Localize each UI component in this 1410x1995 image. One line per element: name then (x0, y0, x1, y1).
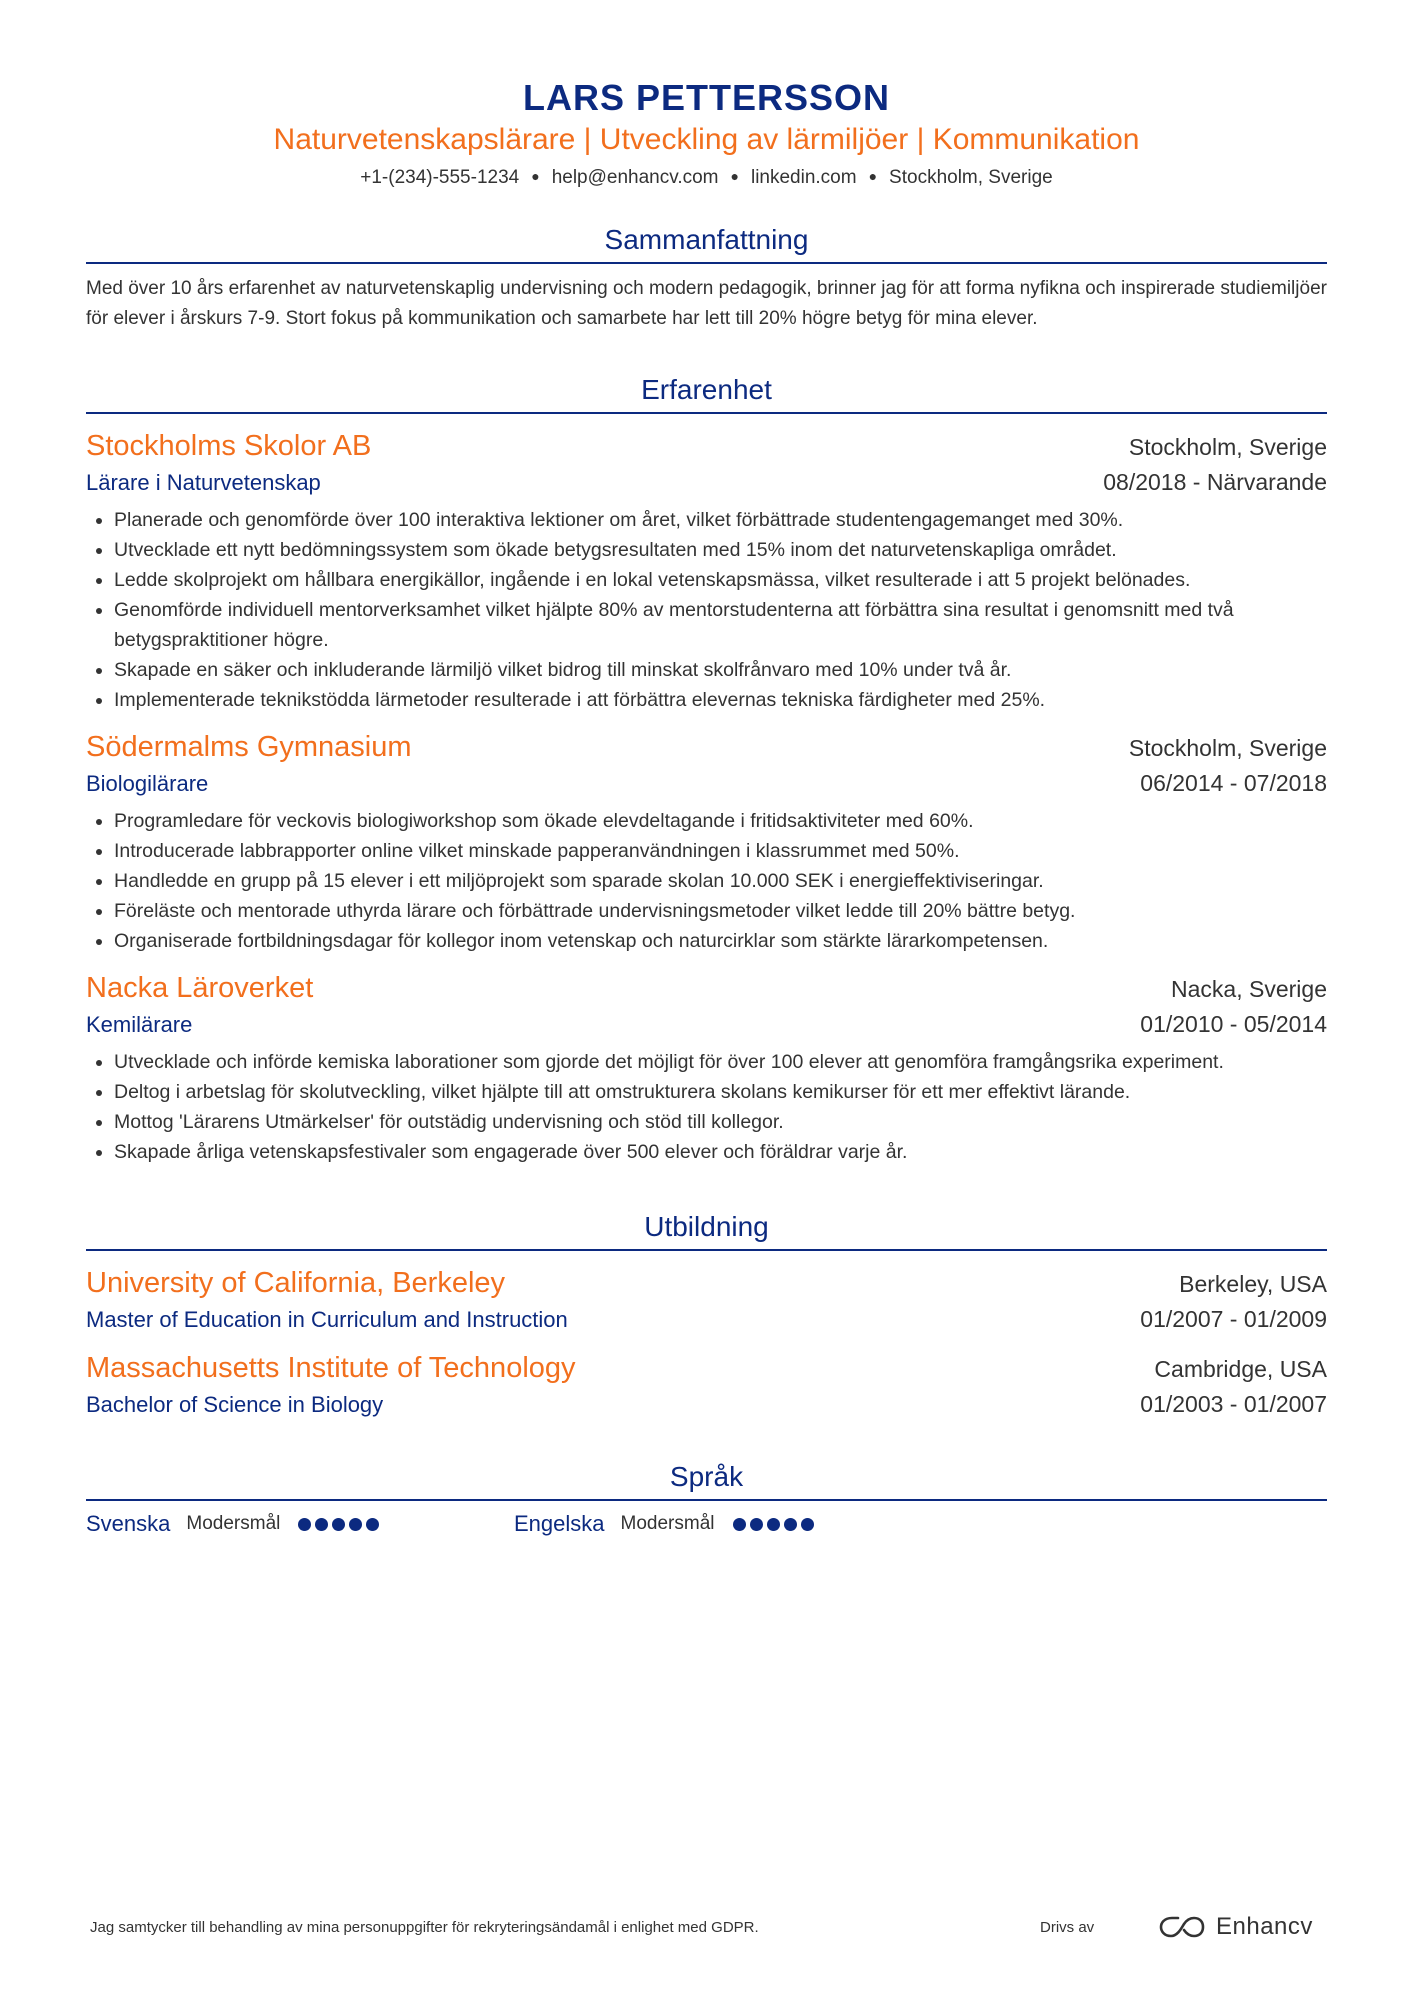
rating-dot-icon (298, 1518, 311, 1531)
degree: Bachelor of Science in Biology (86, 1392, 384, 1417)
education-dates: 01/2003 - 01/2007 (1140, 1391, 1327, 1417)
rating-dot-icon (349, 1518, 362, 1531)
school-location: Berkeley, USA (1179, 1271, 1327, 1297)
language-rating (298, 1518, 379, 1531)
section-title-summary: Sammanfattning (86, 220, 1327, 264)
experience-section (86, 370, 1327, 1167)
brand-logo[interactable] (1158, 1913, 1313, 1941)
brand-name: Enhancv (1216, 1913, 1313, 1940)
job-role: Lärare i Naturvetenskap (86, 470, 321, 495)
bullet-item: • Genomförde individuell mentorverksamhet vilket hjälpte 80% av mentorstudenterna att förbättra sina resultat i genomsnitt med två betygspraktitioner högre. (114, 595, 1327, 655)
bullet-item: • Utvecklade och införde kemiska laborationer som gjorde det möjligt för över 100 elever att genomföra framgångsrika experiment. (114, 1047, 1327, 1077)
rating-dot-icon (750, 1518, 763, 1531)
education-section (86, 1207, 1327, 1421)
rating-dot-icon (784, 1518, 797, 1531)
job-role: Biologilärare (86, 771, 209, 796)
location: Stockholm, Sverige (889, 167, 1053, 188)
rating-dot-icon (315, 1518, 328, 1531)
job-bullets (86, 806, 1327, 956)
language-level: Modersmål (620, 1513, 715, 1534)
summary-text: Med över 10 års erfarenhet av naturvetenskaplig undervisning och modern pedagogik, brinner jag för att forma nyfikna och inspirerade studiemiljöer för elever i årskurs 7-9. Stort fokus på kommunikation och samarbete har lett till 20% högre betyg för mina elever. (86, 278, 1327, 329)
job-dates: 08/2018 - Närvarande (1103, 469, 1327, 495)
experience-entry (86, 426, 1327, 715)
language-rating (733, 1518, 814, 1531)
experience-entry (86, 727, 1327, 956)
degree: Master of Education in Curriculum and Instruction (86, 1307, 568, 1332)
powered-by-label: Drivs av (1040, 1919, 1095, 1936)
page-footer (90, 1913, 1330, 1953)
company-name: Stockholms Skolor AB (86, 430, 372, 462)
language-name: Svenska (86, 1511, 171, 1536)
bullet-item: • Programledare för veckovis biologiworkshop som ökade elevdeltagande i fritidsaktiviteter med 60%. (114, 806, 1327, 836)
school-name: Massachusetts Institute of Technology (86, 1352, 576, 1384)
bullet-item: • Mottog 'Lärarens Utmärkelser' för outstädig undervisning och stöd till kollegor. (114, 1107, 1327, 1137)
phone[interactable]: +1-(234)-555-1234 (360, 167, 520, 188)
resume-content (86, 76, 1327, 1537)
school-location: Cambridge, USA (1154, 1356, 1327, 1382)
bullet-item: • Skapade årliga vetenskapsfestivaler som engagerade över 500 elever och föräldrar varje år. (114, 1137, 1327, 1167)
candidate-name: LARS PETTERSSON (522, 77, 891, 118)
separator-dot: ● (730, 168, 739, 184)
section-title-education: Utbildning (86, 1207, 1327, 1251)
gdpr-consent: Jag samtycker till behandling av mina personuppgifter för rekryteringsändamål i enlighet med GDPR. (90, 1919, 759, 1936)
rating-dot-icon (733, 1518, 746, 1531)
bullet-item: • Skapade en säker och inkluderande lärmiljö vilket bidrog till minskat skolfrånvaro med 10% under två år. (114, 655, 1327, 685)
job-dates: 01/2010 - 05/2014 (1140, 1011, 1327, 1037)
experience-entry (86, 968, 1327, 1167)
bullet-item: • Organiserade fortbildningsdagar för kollegor inom vetenskap och naturcirklar som stärkte lärarkompetensen. (114, 926, 1327, 956)
rating-dot-icon (332, 1518, 345, 1531)
language-name: Engelska (514, 1511, 605, 1536)
enhancv-logo-icon (1158, 1914, 1206, 1940)
language-item (86, 1511, 514, 1537)
languages-row (86, 1511, 1327, 1537)
linkedin[interactable]: linkedin.com (750, 167, 857, 188)
bullet-item: • Introducerade labbrapporter online vilket minskade papperanvändningen i klassrummet med 50%. (114, 836, 1327, 866)
job-location: Stockholm, Sverige (1128, 434, 1327, 460)
separator-dot: ● (868, 168, 878, 184)
candidate-headline: Naturvetenskapslärare | Utveckling av lärmiljöer | Kommunikation (273, 123, 1140, 156)
job-bullets (86, 505, 1327, 715)
job-location: Nacka, Sverige (1171, 976, 1327, 1002)
job-bullets (86, 1047, 1327, 1167)
separator-dot: ● (531, 168, 540, 184)
section-title-languages: Språk (86, 1457, 1327, 1501)
rating-dot-icon (801, 1518, 814, 1531)
bullet-item: • Planerade och genomförde över 100 interaktiva lektioner om året, vilket förbättrade studentengagemanget med 30%. (114, 505, 1327, 535)
summary-section (86, 220, 1327, 334)
company-name: Nacka Läroverket (86, 972, 314, 1004)
education-entry (86, 1263, 1327, 1336)
bullet-item: • Ledde skolprojekt om hållbara energikällor, ingående i en lokal vetenskapsmässa, vilket resulterade i att 5 projekt belönades. (114, 565, 1327, 595)
resume-header (86, 76, 1327, 192)
email[interactable]: help@enhancv.com (551, 167, 719, 188)
job-dates: 06/2014 - 07/2018 (1140, 770, 1327, 796)
contact-line (86, 162, 1327, 192)
section-title-experience: Erfarenhet (86, 370, 1327, 414)
job-role: Kemilärare (86, 1012, 193, 1037)
bullet-item: • Utvecklade ett nytt bedömningssystem som ökade betygsresultaten med 15% inom det naturvetenskapliga området. (114, 535, 1327, 565)
school-name: University of California, Berkeley (86, 1267, 506, 1299)
bullet-item: • Implementerade teknikstödda lärmetoder resulterade i att förbättra elevernas tekniska färdigheter med 25%. (114, 685, 1327, 715)
rating-dot-icon (366, 1518, 379, 1531)
education-dates: 01/2007 - 01/2009 (1140, 1306, 1327, 1332)
bullet-item: • Deltog i arbetslag för skolutveckling, vilket hjälpte till att omstrukturera skolans kemikurser för ett mer effektivt lärande. (114, 1077, 1327, 1107)
languages-section (86, 1457, 1327, 1537)
education-entry (86, 1348, 1327, 1421)
rating-dot-icon (767, 1518, 780, 1531)
job-location: Stockholm, Sverige (1128, 735, 1327, 761)
bullet-item: • Handledde en grupp på 15 elever i ett miljöprojekt som sparade skolan 10.000 SEK i energieffektiviseringar. (114, 866, 1327, 896)
language-item (514, 1511, 942, 1537)
language-level: Modersmål (186, 1513, 281, 1534)
bullet-item: • Föreläste och mentorade uthyrda lärare och förbättrade undervisningsmetoder vilket ledde till 20% bättre betyg. (114, 896, 1327, 926)
company-name: Södermalms Gymnasium (86, 731, 412, 763)
